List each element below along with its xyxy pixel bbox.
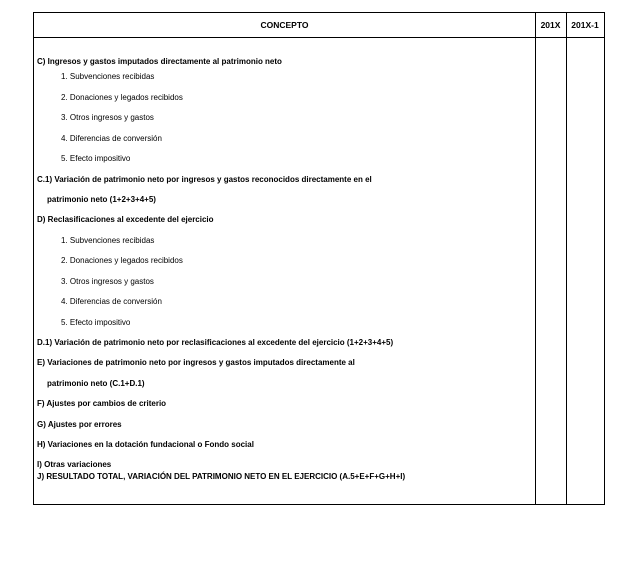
header-year: 201X — [540, 20, 561, 30]
row-h: H) Variaciones en la dotación fundacional o Fondo social — [37, 440, 254, 449]
row-c1: C.1) Variación de patrimonio neto por ingresos y gastos reconocidos directamente en el — [37, 175, 372, 184]
row-d: D) Reclasificaciones al excedente del ejercicio — [37, 215, 214, 224]
row-d1: D.1) Variación de patrimonio neto por reclasificaciones al excedente del ejercicio (1+2+3+4+5) — [37, 338, 394, 347]
row-c-1: 1. Subvenciones recibidas — [61, 72, 155, 81]
row-d-2: 2. Donaciones y legados recibidos — [61, 256, 183, 265]
row-g: G) Ajustes por errores — [37, 420, 122, 429]
column-divider-prev-year — [566, 13, 567, 504]
row-c-2: 2. Donaciones y legados recibidos — [61, 93, 183, 102]
row-i: I) Otras variaciones — [37, 460, 112, 469]
row-d-4: 4. Diferencias de conversión — [61, 297, 162, 306]
statement-table — [33, 12, 605, 505]
header-divider — [34, 37, 604, 38]
row-c-5: 5. Efecto impositivo — [61, 154, 131, 163]
row-c1-cont: patrimonio neto (1+2+3+4+5) — [47, 195, 156, 204]
row-d-1: 1. Subvenciones recibidas — [61, 236, 155, 245]
row-e-cont: patrimonio neto (C.1+D.1) — [47, 379, 145, 388]
row-c: C) Ingresos y gastos imputados directamente al patrimonio neto — [37, 57, 282, 66]
row-c-4: 4. Diferencias de conversión — [61, 134, 162, 143]
row-d-5: 5. Efecto impositivo — [61, 318, 131, 327]
row-c-3: 3. Otros ingresos y gastos — [61, 113, 154, 122]
header-concepto: CONCEPTO — [260, 20, 309, 30]
row-e: E) Variaciones de patrimonio neto por ingresos y gastos imputados directamente al — [37, 358, 355, 367]
row-d-3: 3. Otros ingresos y gastos — [61, 277, 154, 286]
row-j: J) RESULTADO TOTAL, VARIACIÓN DEL PATRIMONIO NETO EN EL EJERCICIO (A.5+E+F+G+H+I) — [37, 472, 406, 481]
header-prev-year: 201X-1 — [571, 20, 599, 30]
row-f: F) Ajustes por cambios de criterio — [37, 399, 167, 408]
